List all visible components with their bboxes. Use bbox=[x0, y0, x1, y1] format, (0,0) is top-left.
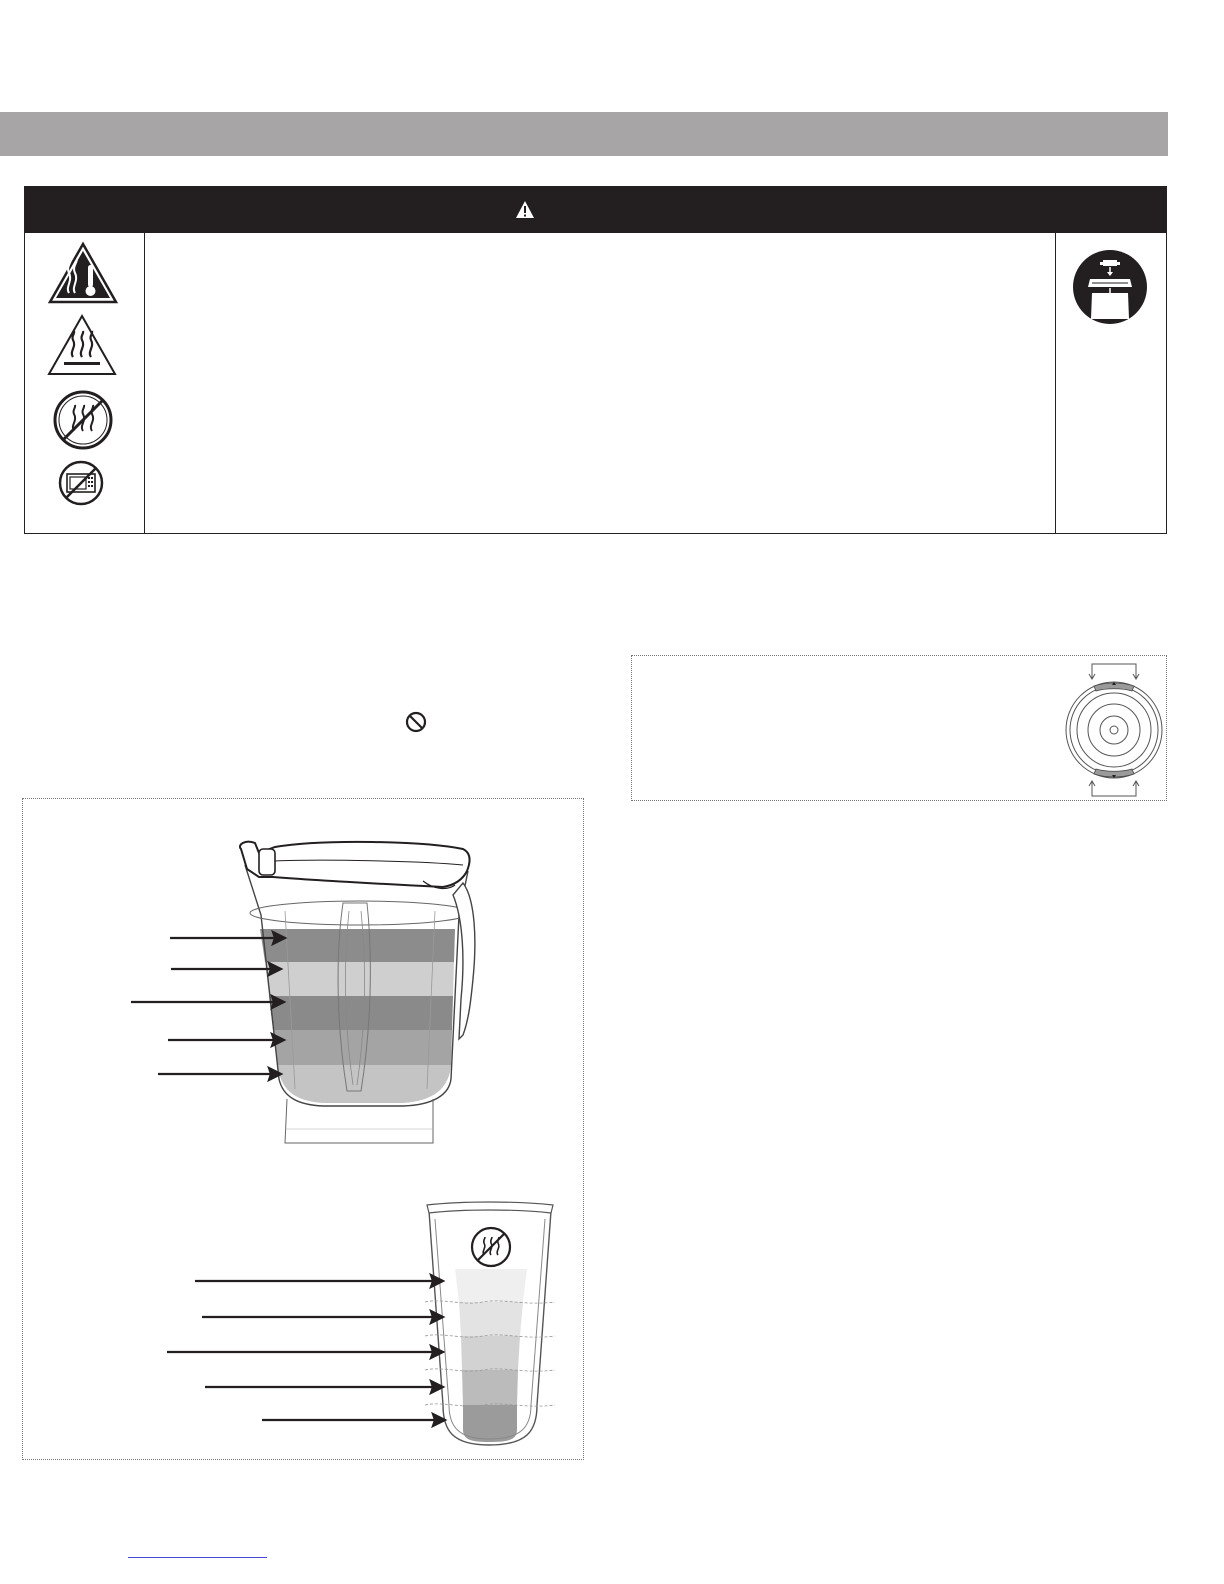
blending-cup-fill-levels-icon bbox=[167, 1202, 555, 1445]
secure-lid-icon bbox=[1072, 249, 1148, 325]
section-header-bar bbox=[0, 112, 1168, 156]
hot-liquid-temperature-icon bbox=[47, 241, 119, 305]
hot-surface-icon bbox=[46, 313, 118, 377]
no-microwave-icon bbox=[57, 459, 105, 507]
fill-level-figure-box bbox=[22, 798, 584, 1460]
warning-box bbox=[24, 186, 1167, 534]
warning-right-column bbox=[1055, 233, 1166, 533]
no-hot-liquids-icon bbox=[52, 389, 114, 451]
motor-base-alignment-icon bbox=[1060, 658, 1168, 800]
blender-container-fill-levels-icon bbox=[131, 842, 475, 1143]
warning-header bbox=[25, 187, 1166, 233]
warning-triangle-icon bbox=[515, 200, 535, 219]
hyperlink-underline[interactable] bbox=[128, 1557, 267, 1558]
prohibited-icon bbox=[404, 710, 428, 734]
warning-icon-column bbox=[25, 233, 145, 533]
no-hot-liquids-icon bbox=[472, 1228, 510, 1266]
base-alignment-box bbox=[631, 655, 1167, 801]
warning-text-area bbox=[144, 233, 1056, 533]
